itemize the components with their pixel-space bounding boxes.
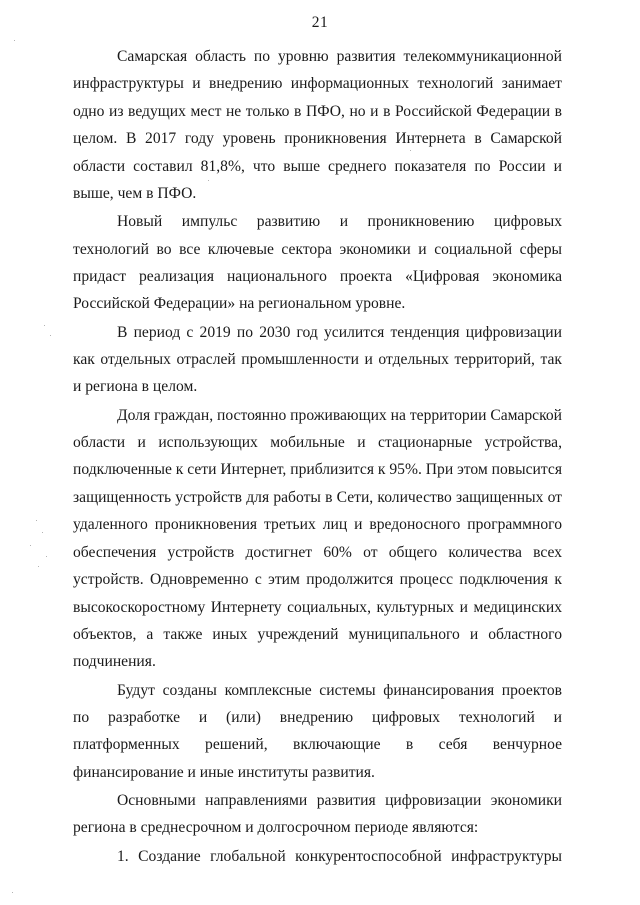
list-item-1: 1. Создание глобальной конкурентоспособной инфраструктуры: [117, 847, 562, 865]
paragraph-digitalization-trend: В период с 2019 по 2030 год усилится тенденция цифровизации как отдельных отраслей промышленности и отдельных территорий, так и региона в целом.: [73, 323, 562, 396]
scan-speck: [42, 532, 43, 533]
scan-speck: [46, 556, 47, 557]
scan-speck: [30, 545, 31, 546]
document-body: [73, 43, 562, 871]
paragraph-financing-systems: Будут созданы комплексные системы финансирования проектов по разработке и (или) внедрению цифровых технологий и платформенных решений, включающие в себя венчурное финансирование и иные институты развития.: [73, 681, 562, 781]
page-number: 21: [311, 14, 329, 31]
paragraph-main-directions: Основными направлениями развития цифровизации экономики региона в среднесрочном и долгосрочном периоде являются:: [73, 791, 562, 837]
scan-speck: [38, 566, 39, 567]
scan-speck: [36, 520, 37, 521]
scan-speck: [50, 335, 51, 336]
paragraph-digital-economy-project: Новый импульс развитию и проникновению цифровых технологий во все ключевые сектора экономики и социальной сферы придаст реализация национального проекта «Цифровая экономика Российской Федерации» на региональном уровне.: [73, 213, 562, 313]
paragraph-telecom-infrastructure: Самарская область по уровню развития телекоммуникационной инфраструктуры и внедрению информационных технологий занимает одно из ведущих мест не только в ПФО, но и в Российской Федерации в целом. В 2017 году уровень проникновения Интернета в Самарской области составил 81,8%, что выше среднего показателя по России и выше, чем в ПФО.: [73, 48, 562, 203]
paragraph-internet-access-share: Доля граждан, постоянно проживающих на территории Самарской области и использующих мобильные и стационарные устройства, подключенные к сети Интернет, приблизится к 95%. При этом повысится защищенность устройств для работы в Сети, количество защищенных от удаленного проникновения третьих лиц и вредоносного программного обеспечения устройств достигнет 60% от общего количества всех устройств. Одновременно с этим продолжится процесс подключения к высокоскоростному Интернету социальных, культурных и медицинских объектов, а также иных учреждений муниципального и областного подчинения.: [73, 406, 562, 671]
scan-speck: [12, 892, 13, 893]
scan-speck: [410, 150, 411, 151]
scan-speck: [44, 325, 45, 326]
scan-speck: [14, 40, 15, 41]
scan-speck: [208, 180, 209, 181]
